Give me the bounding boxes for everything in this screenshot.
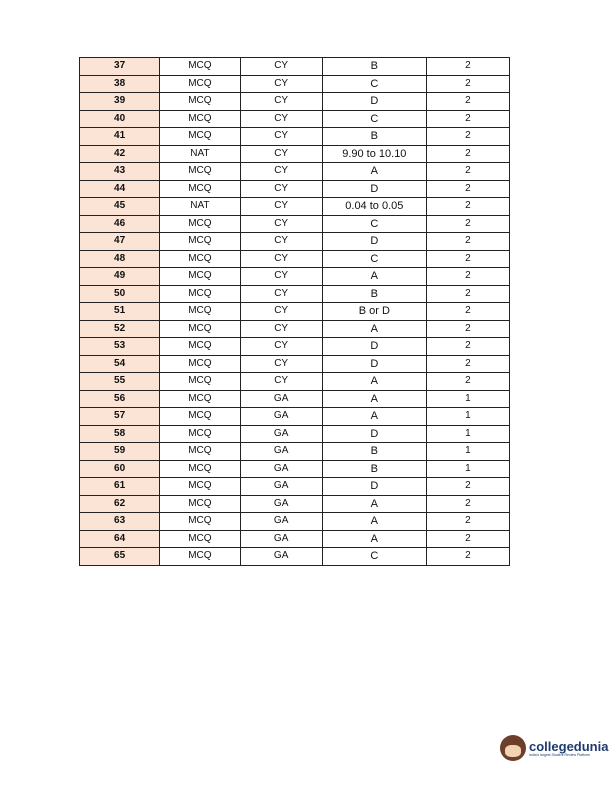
question-number-cell: 56 (80, 390, 160, 408)
question-type-cell: MCQ (160, 443, 240, 461)
answer-key-cell: B (322, 58, 426, 76)
table-row (80, 58, 510, 76)
question-number-cell: 52 (80, 320, 160, 338)
table-row (80, 93, 510, 111)
question-type-cell: MCQ (160, 268, 240, 286)
marks-cell: 2 (426, 198, 509, 216)
question-number-cell: 42 (80, 145, 160, 163)
table-row (80, 443, 510, 461)
table-row (80, 75, 510, 93)
marks-cell: 1 (426, 460, 509, 478)
answer-key-cell: A (322, 390, 426, 408)
table-row (80, 250, 510, 268)
marks-cell: 2 (426, 338, 509, 356)
answer-key-cell: 0.04 to 0.05 (322, 198, 426, 216)
question-number-cell: 44 (80, 180, 160, 198)
marks-cell: 2 (426, 303, 509, 321)
table-row (80, 425, 510, 443)
answer-key-cell: C (322, 215, 426, 233)
section-cell: GA (240, 390, 322, 408)
table-row (80, 268, 510, 286)
marks-cell: 2 (426, 110, 509, 128)
question-number-cell: 46 (80, 215, 160, 233)
section-cell: GA (240, 408, 322, 426)
question-number-cell: 51 (80, 303, 160, 321)
marks-cell: 2 (426, 530, 509, 548)
answer-key-cell: A (322, 163, 426, 181)
question-number-cell: 57 (80, 408, 160, 426)
question-type-cell: MCQ (160, 163, 240, 181)
question-type-cell: MCQ (160, 390, 240, 408)
section-cell: CY (240, 110, 322, 128)
answer-key-cell: D (322, 93, 426, 111)
table-row (80, 110, 510, 128)
marks-cell: 2 (426, 355, 509, 373)
question-number-cell: 53 (80, 338, 160, 356)
answer-key-cell: A (322, 495, 426, 513)
table-row (80, 285, 510, 303)
question-type-cell: MCQ (160, 250, 240, 268)
mascot-icon (500, 735, 526, 761)
section-cell: CY (240, 128, 322, 146)
table-row (80, 303, 510, 321)
table-row (80, 163, 510, 181)
question-type-cell: NAT (160, 198, 240, 216)
answer-key-cell: C (322, 110, 426, 128)
answer-key-cell: A (322, 408, 426, 426)
question-number-cell: 59 (80, 443, 160, 461)
question-number-cell: 49 (80, 268, 160, 286)
marks-cell: 2 (426, 548, 509, 566)
marks-cell: 1 (426, 390, 509, 408)
section-cell: CY (240, 93, 322, 111)
section-cell: CY (240, 198, 322, 216)
question-number-cell: 55 (80, 373, 160, 391)
logo-brand: collegedunia (529, 738, 609, 754)
question-type-cell: MCQ (160, 530, 240, 548)
marks-cell: 1 (426, 443, 509, 461)
section-cell: CY (240, 163, 322, 181)
marks-cell: 2 (426, 145, 509, 163)
table-row (80, 145, 510, 163)
question-number-cell: 48 (80, 250, 160, 268)
marks-cell: 2 (426, 285, 509, 303)
answer-key-table (79, 57, 510, 566)
table-row (80, 215, 510, 233)
question-number-cell: 58 (80, 425, 160, 443)
question-number-cell: 39 (80, 93, 160, 111)
collegedunia-logo (500, 735, 608, 761)
marks-cell: 2 (426, 163, 509, 181)
table-row (80, 355, 510, 373)
question-type-cell: NAT (160, 145, 240, 163)
answer-key-cell: B or D (322, 303, 426, 321)
question-type-cell: MCQ (160, 320, 240, 338)
section-cell: GA (240, 478, 322, 496)
marks-cell: 2 (426, 233, 509, 251)
table-row (80, 180, 510, 198)
marks-cell: 1 (426, 408, 509, 426)
question-number-cell: 45 (80, 198, 160, 216)
question-number-cell: 54 (80, 355, 160, 373)
table-row (80, 530, 510, 548)
section-cell: GA (240, 443, 322, 461)
answer-key-cell: A (322, 513, 426, 531)
question-type-cell: MCQ (160, 338, 240, 356)
marks-cell: 2 (426, 513, 509, 531)
table-row (80, 478, 510, 496)
marks-cell: 2 (426, 93, 509, 111)
table-row (80, 198, 510, 216)
section-cell: CY (240, 285, 322, 303)
answer-key-cell: C (322, 250, 426, 268)
marks-cell: 2 (426, 373, 509, 391)
section-cell: CY (240, 373, 322, 391)
question-number-cell: 64 (80, 530, 160, 548)
table-row (80, 408, 510, 426)
table-row (80, 373, 510, 391)
question-number-cell: 61 (80, 478, 160, 496)
marks-cell: 2 (426, 250, 509, 268)
answer-key-cell: B (322, 443, 426, 461)
answer-key-cell: D (322, 233, 426, 251)
table-row (80, 460, 510, 478)
question-type-cell: MCQ (160, 128, 240, 146)
question-type-cell: MCQ (160, 180, 240, 198)
table-row (80, 495, 510, 513)
marks-cell: 2 (426, 478, 509, 496)
marks-cell: 2 (426, 75, 509, 93)
section-cell: GA (240, 460, 322, 478)
answer-key-cell: B (322, 285, 426, 303)
question-number-cell: 43 (80, 163, 160, 181)
question-type-cell: MCQ (160, 548, 240, 566)
section-cell: GA (240, 548, 322, 566)
answer-key-cell: A (322, 373, 426, 391)
table-row (80, 338, 510, 356)
question-type-cell: MCQ (160, 425, 240, 443)
marks-cell: 2 (426, 128, 509, 146)
answer-key-cell: C (322, 75, 426, 93)
question-type-cell: MCQ (160, 495, 240, 513)
answer-key-cell: B (322, 460, 426, 478)
marks-cell: 2 (426, 268, 509, 286)
question-number-cell: 50 (80, 285, 160, 303)
marks-cell: 2 (426, 320, 509, 338)
question-number-cell: 38 (80, 75, 160, 93)
section-cell: GA (240, 495, 322, 513)
answer-key-cell: D (322, 355, 426, 373)
section-cell: GA (240, 513, 322, 531)
question-number-cell: 60 (80, 460, 160, 478)
question-type-cell: MCQ (160, 110, 240, 128)
marks-cell: 2 (426, 180, 509, 198)
question-type-cell: MCQ (160, 285, 240, 303)
question-number-cell: 40 (80, 110, 160, 128)
question-type-cell: MCQ (160, 478, 240, 496)
section-cell: CY (240, 320, 322, 338)
question-type-cell: MCQ (160, 303, 240, 321)
table-row (80, 233, 510, 251)
answer-key-cell: 9.90 to 10.10 (322, 145, 426, 163)
question-type-cell: MCQ (160, 215, 240, 233)
table-row (80, 128, 510, 146)
question-type-cell: MCQ (160, 233, 240, 251)
answer-key-cell: A (322, 320, 426, 338)
answer-key-cell: D (322, 338, 426, 356)
answer-key-cell: D (322, 478, 426, 496)
question-number-cell: 37 (80, 58, 160, 76)
table-row (80, 320, 510, 338)
section-cell: GA (240, 530, 322, 548)
answer-key-cell: D (322, 425, 426, 443)
answer-key-cell: C (322, 548, 426, 566)
section-cell: CY (240, 215, 322, 233)
question-number-cell: 63 (80, 513, 160, 531)
question-number-cell: 62 (80, 495, 160, 513)
logo-tagline: India's largest Student Review Platform (529, 752, 590, 757)
section-cell: CY (240, 233, 322, 251)
section-cell: CY (240, 268, 322, 286)
question-number-cell: 47 (80, 233, 160, 251)
section-cell: CY (240, 58, 322, 76)
question-type-cell: MCQ (160, 408, 240, 426)
answer-key-cell: A (322, 268, 426, 286)
marks-cell: 1 (426, 425, 509, 443)
question-type-cell: MCQ (160, 75, 240, 93)
section-cell: CY (240, 250, 322, 268)
question-number-cell: 65 (80, 548, 160, 566)
question-type-cell: MCQ (160, 93, 240, 111)
marks-cell: 2 (426, 495, 509, 513)
question-number-cell: 41 (80, 128, 160, 146)
marks-cell: 2 (426, 58, 509, 76)
answer-key-cell: A (322, 530, 426, 548)
table-row (80, 513, 510, 531)
question-type-cell: MCQ (160, 373, 240, 391)
section-cell: CY (240, 355, 322, 373)
section-cell: CY (240, 180, 322, 198)
answer-key-cell: D (322, 180, 426, 198)
section-cell: CY (240, 303, 322, 321)
answer-key-cell: B (322, 128, 426, 146)
question-type-cell: MCQ (160, 58, 240, 76)
question-type-cell: MCQ (160, 460, 240, 478)
question-type-cell: MCQ (160, 355, 240, 373)
section-cell: CY (240, 338, 322, 356)
question-type-cell: MCQ (160, 513, 240, 531)
section-cell: CY (240, 75, 322, 93)
table-row (80, 548, 510, 566)
table-row (80, 390, 510, 408)
marks-cell: 2 (426, 215, 509, 233)
section-cell: CY (240, 145, 322, 163)
section-cell: GA (240, 425, 322, 443)
